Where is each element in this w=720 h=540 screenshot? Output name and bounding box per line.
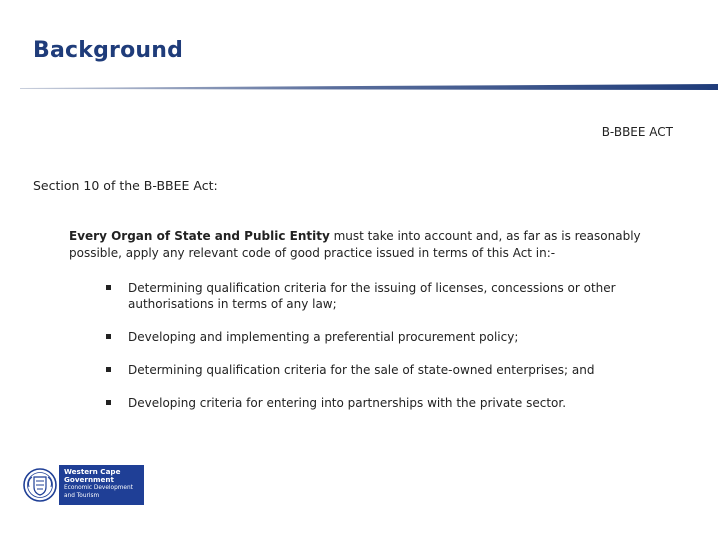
list-item — [106, 329, 666, 345]
logo-dept-line1: Economic Development — [64, 485, 133, 491]
logo-name-line1: Western Cape — [64, 467, 121, 476]
logo-text-box — [59, 465, 144, 505]
act-label: B-BBEE ACT — [601, 125, 673, 139]
bullet-marker-icon — [106, 285, 111, 290]
list-item — [106, 362, 666, 378]
criteria-list — [106, 280, 666, 411]
list-item — [106, 280, 666, 312]
intro-bold: Every Organ of State and Public Entity — [69, 229, 330, 243]
coat-of-arms-icon — [21, 465, 59, 505]
bullet-marker-icon — [106, 334, 111, 339]
list-item-text: Developing criteria for entering into partnerships with the private sector. — [128, 396, 567, 410]
intro-paragraph — [69, 228, 669, 262]
bullet-marker-icon — [106, 367, 111, 372]
list-item — [106, 395, 666, 411]
list-item-text: Determining qualification criteria for the sale of state-owned enterprises; and — [128, 363, 595, 377]
list-item-text: Developing and implementing a preferential procurement policy; — [128, 330, 519, 344]
intro-text: must take into account and, as far as is reasonably possible, apply any relevant code of good practice issued in terms of this Act in:- — [69, 229, 641, 260]
slide-title: Background — [33, 38, 184, 63]
logo-name-line2: Government — [64, 475, 114, 484]
list-item-text: Determining qualification criteria for the issuing of licenses, concessions or other authorisations in terms of any law; — [128, 281, 616, 311]
title-divider — [20, 84, 718, 90]
bullet-marker-icon — [106, 400, 111, 405]
logo-dept-line2: and Tourism — [64, 492, 100, 499]
western-cape-government-logo — [21, 465, 144, 505]
section-heading: Section 10 of the B-BBEE Act: — [33, 178, 218, 193]
